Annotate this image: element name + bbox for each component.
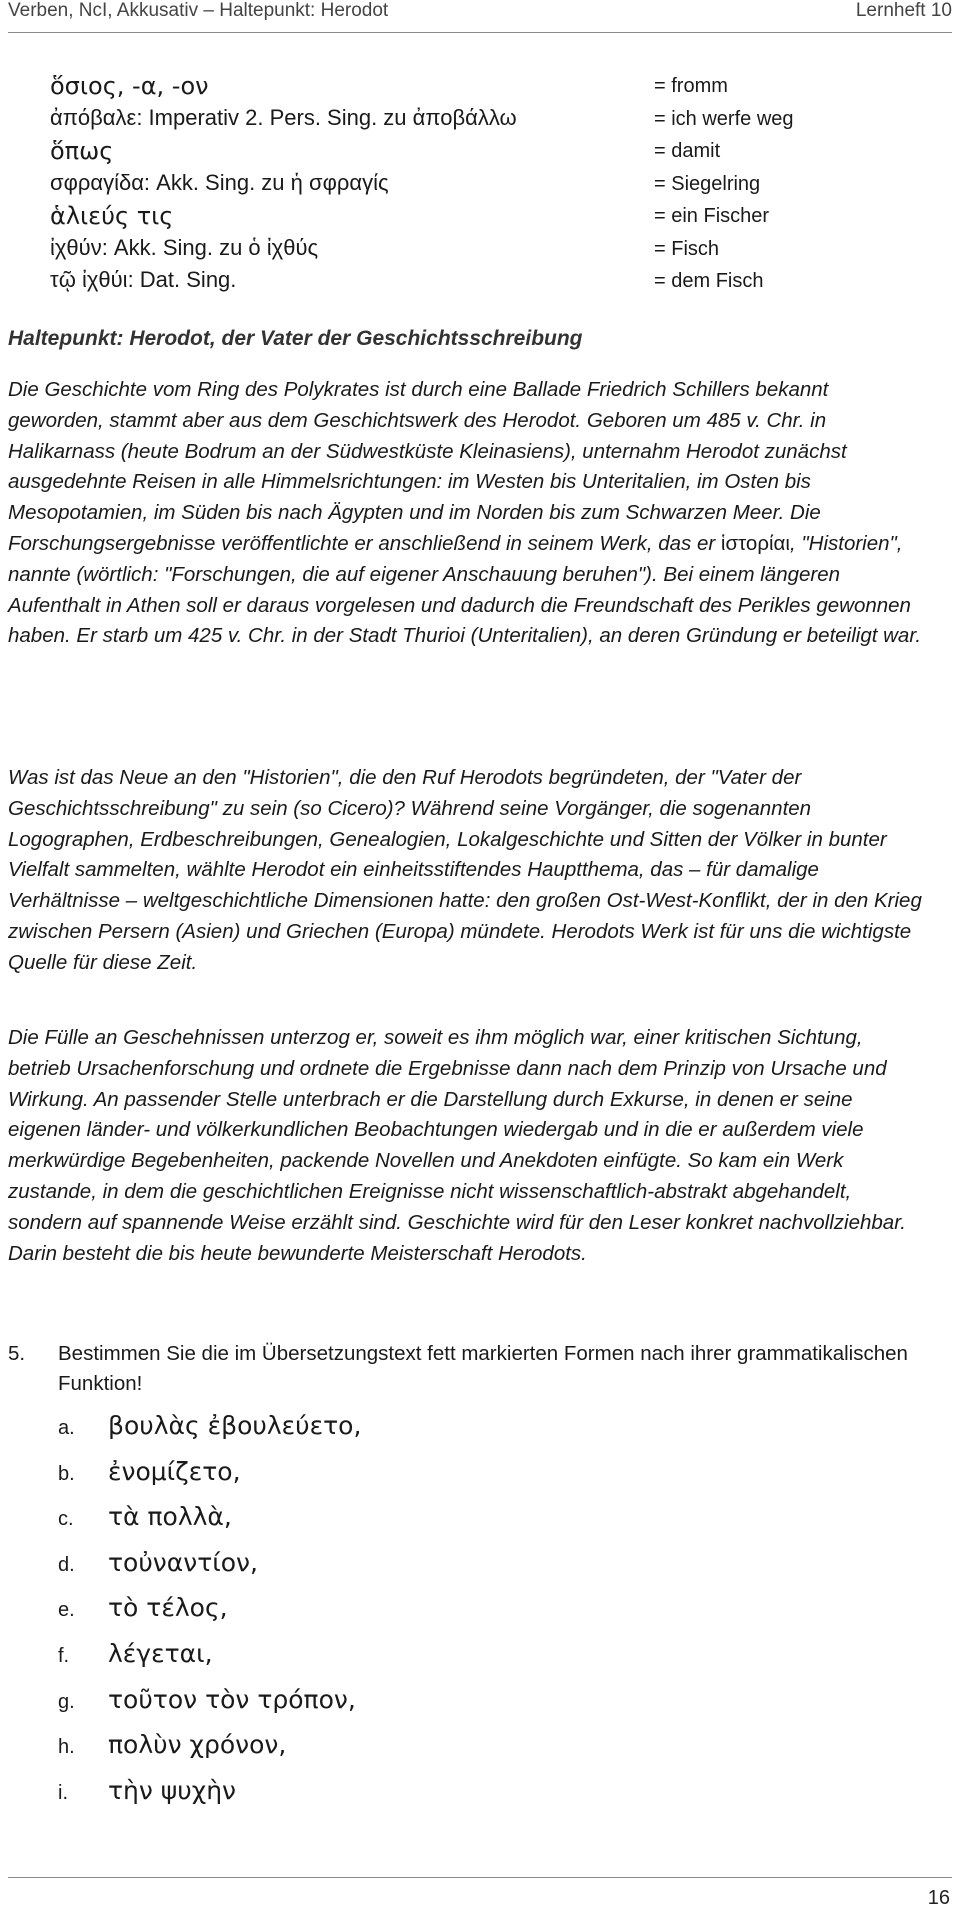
greek-form: τὰ πολλὰ, <box>108 1502 232 1532</box>
vocab-term: ἰχθύν: Akk. Sing. zu ὁ ἰχθύς <box>50 234 319 260</box>
vocab-meaning: = Fisch <box>654 237 720 260</box>
item-letter: f. <box>58 1644 70 1667</box>
list-item <box>58 1635 658 1681</box>
vocab-term: ὅσιος, -α, -ον <box>50 72 209 100</box>
greek-form: τοὐναντίον, <box>108 1547 258 1577</box>
list-item <box>58 1544 658 1590</box>
page-header <box>8 0 952 30</box>
item-letter: i. <box>58 1781 68 1804</box>
vocab-row <box>50 267 880 300</box>
vocab-meaning: = ich werfe weg <box>654 107 794 130</box>
vocab-term: ὅπως <box>50 137 114 165</box>
page-number: 16 <box>927 1887 950 1909</box>
list-item <box>58 1407 658 1453</box>
paragraph-historien-novelty: Was ist das Neue an den "Historien", die den Ruf Herodots begründeten, der "Vater der Geschichtsschreibung" zu sein (so Cicero)? Während seine Vorgänger, die sogenannten Logographen, Erdbeschreibungen, Genealogien, Lokalgeschichte und Sitten der Völker in bunter Vielfalt sammelten, wählte Herodot ein einheitsstiftendes Hauptthema, das – für damalige Verhältnisse – weltgeschichtliche Dimensionen hatte: den großen Ost-West-Konflikt, der in den Krieg zwischen Persern (Asien) und Griechen (Europa) mündete. Herodots Werk ist für uns die wichtigste Quelle für diese Zeit. <box>8 766 922 974</box>
vocab-term: σφραγίδα: Akk. Sing. zu ἡ σφραγίς <box>50 169 389 195</box>
greek-form: βουλὰς ἐβουλεύετο, <box>108 1411 362 1440</box>
list-item <box>58 1453 658 1499</box>
item-letter: b. <box>58 1462 75 1485</box>
item-letter: a. <box>58 1417 75 1439</box>
answer-list <box>58 1407 658 1817</box>
greek-form: τὸ τέλος, <box>108 1593 228 1623</box>
vocab-term: ἁλιεύς τις <box>50 202 174 230</box>
list-item <box>58 1681 658 1727</box>
vocab-row <box>50 235 880 268</box>
vocab-meaning: = Siegelring <box>654 172 761 195</box>
vocabulary-list <box>50 72 880 300</box>
greek-form: τοῦτον τὸν τρόπον, <box>108 1684 356 1714</box>
greek-form: ἐνομίζετο, <box>108 1456 241 1486</box>
item-letter: h. <box>58 1736 75 1759</box>
vocab-meaning: = ein Fischer <box>654 205 770 227</box>
greek-form: τὴν ψυχὴν <box>108 1775 237 1805</box>
greek-form: λέγεται, <box>108 1638 213 1668</box>
vocab-meaning: = damit <box>654 140 721 162</box>
vocab-meaning: = fromm <box>654 75 728 97</box>
list-item <box>58 1589 658 1635</box>
paragraph-herodot-biography <box>8 375 928 652</box>
section-heading: Haltepunkt: Herodot, der Vater der Geschichtsschreibung <box>8 327 583 350</box>
paragraph-text: , "Historien", nannte (wörtlich: "Forschungen, die auf eigener Anschauung beruhen"). Bei einem längeren Aufenthalt in Athen soll er daraus vorgelesen und dadurch die Freundschaft des Perikles gewonnen haben. Er starb um 425 v. Chr. in der Stadt Thurioi (Unteritalien), an deren Gründung er beteiligt war. <box>8 531 922 648</box>
header-title: Verben, NcI, Akkusativ – Haltepunkt: Herodot <box>8 0 389 21</box>
paragraph-method: Die Fülle an Geschehnissen unterzog er, soweit es ihm möglich war, einer kritischen Sichtung, betrieb Ursachenforschung und ordnete die Ergebnisse dann nach dem Prinzip von Ursache und Wirkung. An passender Stelle unterbrach er die Darstellung durch Exkurse, in denen er seine eigenen länder- und völkerkundlichen Beobachtungen wiedergab und in die er außerdem viele merkwürdige Begebenheiten, packende Novellen und Anekdoten einfügte. So kam ein Werk zustande, in dem die geschichtlichen Ereignisse nicht wissenschaftlich-abstrakt abgehandelt, sondern auf spannende Weise erzählt sind. Geschichte wird für den Leser konkret nachvollziehbar. Darin besteht die bis heute bewunderte Meisterschaft Herodots. <box>8 1026 906 1265</box>
task-instruction: Bestimmen Sie die im Übersetzungstext fett markierten Formen nach ihrer grammatikalischen Funktion! <box>58 1342 908 1395</box>
vocab-term: τῷ ἰχθύι: Dat. Sing. <box>50 267 237 292</box>
vocab-row <box>50 137 880 170</box>
list-item <box>58 1498 658 1544</box>
vocab-row <box>50 202 880 235</box>
vocab-row <box>50 170 880 203</box>
list-item <box>58 1772 658 1818</box>
item-letter: d. <box>58 1553 75 1576</box>
task-number: 5. <box>8 1342 26 1365</box>
vocab-row <box>50 72 880 105</box>
vocab-row <box>50 105 880 138</box>
header-divider <box>8 32 952 33</box>
footer-divider <box>8 1877 952 1878</box>
greek-word-historiai: ἱστορίαι <box>720 531 790 555</box>
paragraph-text: Die Geschichte vom Ring des Polykrates ist durch eine Ballade Friedrich Schillers bekannt geworden, stammt aber aus dem Geschichtswerk des Herodot. Geboren um 485 v. Chr. in Halikarnass (heute Bodrum an der Südwestküste Kleinasiens), unternahm Herodot zunächst ausgedehnte Reisen in alle Himmelsrichtungen: im Westen bis Unteritalien, im Osten bis Mesopotamien, im Süden bis nach Ägypten und im Norden bis zum Schwarzen Meer. Die Forschungsergebnisse veröffentlichte er anschließend in seinem Werk, das er <box>8 378 847 555</box>
header-lesson: Lernheft 10 <box>855 0 952 21</box>
item-letter: e. <box>58 1599 75 1622</box>
item-letter: c. <box>58 1508 74 1531</box>
greek-form: πολὺν χρόνον, <box>108 1730 287 1760</box>
list-item <box>58 1726 658 1772</box>
vocab-meaning: = dem Fisch <box>654 270 764 292</box>
item-letter: g. <box>58 1690 75 1713</box>
vocab-term: ἀπόβαλε: Imperativ 2. Pers. Sing. zu ἀποβάλλω <box>50 104 517 130</box>
